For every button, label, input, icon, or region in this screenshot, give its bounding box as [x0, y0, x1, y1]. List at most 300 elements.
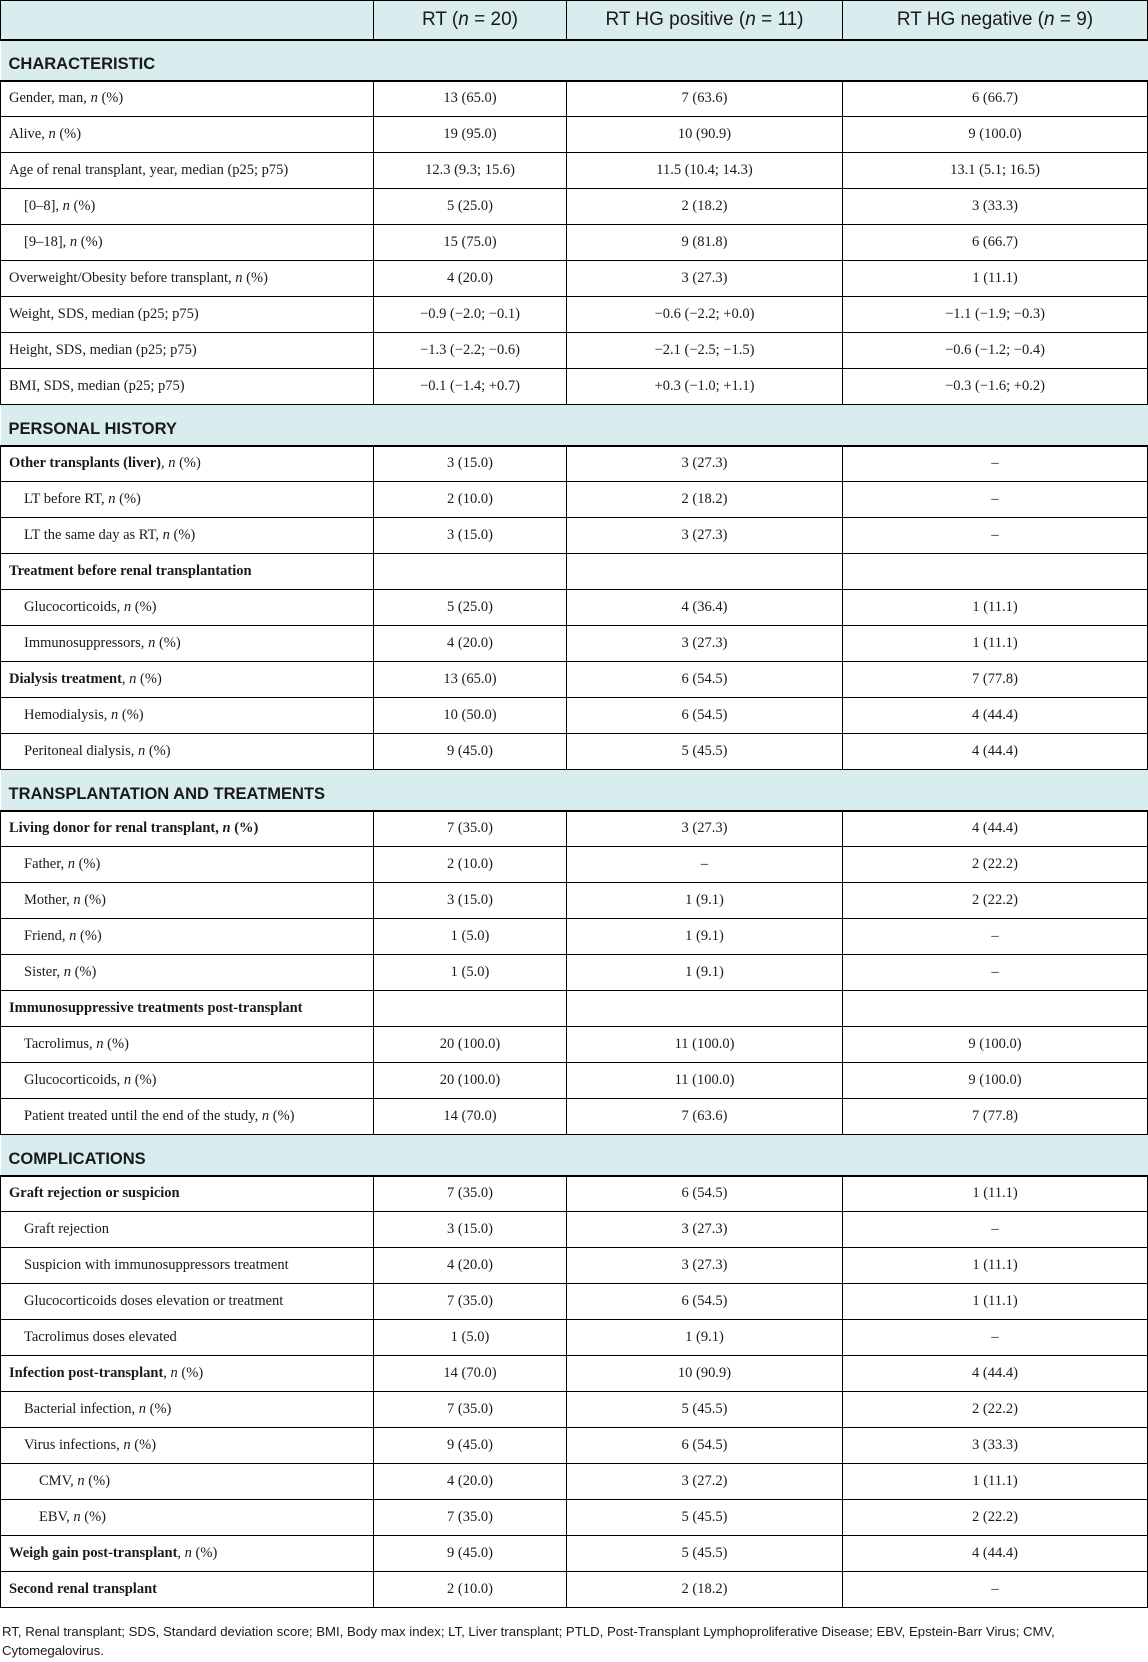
row-label — [1, 919, 374, 955]
value-rt-hg-positive: 11 (100.0) — [567, 1027, 843, 1063]
row-label-n: n — [108, 491, 116, 507]
table-body — [1, 40, 1148, 1608]
value-rt: 15 (75.0) — [374, 225, 567, 261]
row-label — [1, 1428, 374, 1464]
value-rt: 3 (15.0) — [374, 1212, 567, 1248]
row-label-text: Virus infections, — [24, 1437, 124, 1453]
value-rt: 9 (45.0) — [374, 734, 567, 770]
section-header-row — [1, 405, 1148, 446]
row-label-n: n — [111, 707, 119, 723]
value-rt-hg-positive: 6 (54.5) — [567, 662, 843, 698]
table-row — [1, 1428, 1148, 1464]
table-row — [1, 1392, 1148, 1428]
row-label-n: n — [123, 599, 132, 615]
section-title: CHARACTERISTIC — [1, 40, 1148, 81]
row-label-n: n — [73, 892, 81, 908]
value-rt: 9 (45.0) — [374, 1536, 567, 1572]
row-label-text: Treatment before renal transplantation — [9, 563, 252, 579]
table-row — [1, 883, 1148, 919]
row-label-unit: (%) — [155, 635, 181, 651]
table-row — [1, 919, 1148, 955]
row-label-n: n — [148, 635, 156, 651]
value-rt: 4 (20.0) — [374, 626, 567, 662]
value-rt: 5 (25.0) — [374, 590, 567, 626]
value-rt-hg-positive: 3 (27.3) — [567, 811, 843, 847]
table-row — [1, 1063, 1148, 1099]
row-label-text: Mother, — [24, 892, 74, 908]
value-rt: 3 (15.0) — [374, 518, 567, 554]
row-label — [1, 1536, 374, 1572]
row-label-unit: (%) — [97, 90, 124, 107]
row-label-n: n — [123, 1437, 131, 1453]
row-label-n: n — [123, 1072, 132, 1088]
row-label-n: n — [168, 455, 176, 472]
row-label-text: Glucocorticoids, — [24, 599, 124, 615]
row-label — [1, 81, 374, 117]
value-rt-hg-negative: 9 (100.0) — [843, 1063, 1148, 1099]
row-label — [1, 662, 374, 698]
table-row — [1, 1176, 1148, 1212]
table-row — [1, 991, 1148, 1027]
value-rt-hg-negative: −0.6 (−1.2; −0.4) — [843, 333, 1148, 369]
row-label-unit: (%) — [136, 671, 162, 687]
row-label-unit: (%) — [130, 1437, 157, 1453]
row-label — [1, 261, 374, 297]
value-rt: 7 (35.0) — [374, 1176, 567, 1212]
row-label-unit: (%) — [55, 126, 82, 142]
section-title: TRANSPLANTATION AND TREATMENTS — [1, 770, 1148, 811]
value-rt-hg-negative: 1 (11.1) — [843, 1248, 1148, 1284]
table-row — [1, 1500, 1148, 1536]
value-rt: 20 (100.0) — [374, 1027, 567, 1063]
table-row — [1, 153, 1148, 189]
row-label — [1, 446, 374, 482]
value-rt: 2 (10.0) — [374, 847, 567, 883]
row-label-text: Graft rejection — [24, 1221, 109, 1237]
row-label-unit: (%) — [230, 820, 259, 837]
row-label-text: Immunosuppressive treatments post-transplant — [9, 1000, 303, 1016]
value-rt-hg-negative: 2 (22.2) — [843, 883, 1148, 919]
table-row — [1, 1284, 1148, 1320]
row-label-text: Friend, — [24, 928, 70, 944]
value-rt-hg-negative: – — [843, 955, 1148, 991]
row-label-n: n — [138, 1401, 146, 1417]
value-rt: 3 (15.0) — [374, 446, 567, 482]
row-label-n: n — [48, 126, 56, 142]
value-rt-hg-negative: 4 (44.4) — [843, 698, 1148, 734]
row-label — [1, 590, 374, 626]
value-rt-hg-negative: 6 (66.7) — [843, 225, 1148, 261]
row-label-text: Alive, — [9, 126, 49, 142]
table-row — [1, 189, 1148, 225]
row-label-text: CMV, — [39, 1473, 78, 1489]
value-rt: 7 (35.0) — [374, 811, 567, 847]
value-rt — [374, 554, 567, 590]
value-rt-hg-positive: 5 (45.5) — [567, 1500, 843, 1536]
row-label — [1, 482, 374, 518]
row-label-unit: (%) — [175, 455, 201, 472]
table-row — [1, 1536, 1148, 1572]
row-label — [1, 117, 374, 153]
value-rt: 14 (70.0) — [374, 1099, 567, 1135]
value-rt-hg-positive: 6 (54.5) — [567, 1284, 843, 1320]
value-rt: 9 (45.0) — [374, 1428, 567, 1464]
table-row — [1, 1248, 1148, 1284]
value-rt-hg-positive: 11 (100.0) — [567, 1063, 843, 1099]
row-label-n: n — [129, 671, 137, 687]
value-rt-hg-positive: 2 (18.2) — [567, 482, 843, 518]
row-label-n: n — [137, 743, 146, 759]
row-label-unit: (%) — [76, 928, 102, 944]
value-rt-hg-negative: – — [843, 919, 1148, 955]
row-label — [1, 847, 374, 883]
table-row — [1, 482, 1148, 518]
value-rt-hg-negative: 9 (100.0) — [843, 117, 1148, 153]
value-rt-hg-positive: 1 (9.1) — [567, 1320, 843, 1356]
value-rt-hg-positive: 10 (90.9) — [567, 117, 843, 153]
row-label-n: n — [63, 964, 71, 980]
row-label-text: Height, SDS, median (p25; p75) — [9, 342, 197, 358]
row-label-unit: (%) — [242, 270, 268, 286]
row-label — [1, 1212, 374, 1248]
row-label — [1, 369, 374, 405]
table-row — [1, 1572, 1148, 1608]
value-rt-hg-positive: 7 (63.6) — [567, 1099, 843, 1135]
row-label-unit: (%) — [146, 1401, 172, 1417]
row-label-text: Second renal transplant — [9, 1581, 157, 1597]
row-label — [1, 333, 374, 369]
table-row — [1, 297, 1148, 333]
row-label — [1, 1176, 374, 1212]
row-label-unit: (%) — [118, 707, 144, 723]
value-rt: 14 (70.0) — [374, 1356, 567, 1392]
row-label-text: Gender, man, — [9, 90, 91, 107]
table-row — [1, 554, 1148, 590]
row-label-unit: (%) — [84, 1473, 111, 1489]
value-rt-hg-positive: 5 (45.5) — [567, 734, 843, 770]
value-rt-hg-negative: −0.3 (−1.6; +0.2) — [843, 369, 1148, 405]
value-rt-hg-negative: 7 (77.8) — [843, 662, 1148, 698]
row-label-n: n — [77, 1473, 85, 1489]
value-rt: 1 (5.0) — [374, 919, 567, 955]
value-rt-hg-negative: 4 (44.4) — [843, 1356, 1148, 1392]
value-rt-hg-positive: 6 (54.5) — [567, 1428, 843, 1464]
table-row — [1, 1464, 1148, 1500]
value-rt-hg-positive: 1 (9.1) — [567, 919, 843, 955]
row-label-text: Father, — [24, 856, 68, 872]
value-rt: 20 (100.0) — [374, 1063, 567, 1099]
row-label-text: Hemodialysis, — [24, 707, 111, 723]
row-label-text: LT before RT, — [24, 491, 109, 507]
row-label-unit: (%) — [131, 1072, 157, 1088]
value-rt-hg-negative: 1 (11.1) — [843, 590, 1148, 626]
value-rt-hg-positive: 3 (27.3) — [567, 1212, 843, 1248]
value-rt-hg-negative: – — [843, 1572, 1148, 1608]
row-label-unit: (%) — [80, 1509, 107, 1525]
row-label-n: n — [73, 1509, 81, 1525]
row-label-n: n — [90, 90, 98, 107]
table-row — [1, 446, 1148, 482]
row-label-unit: (%) — [77, 234, 103, 250]
value-rt-hg-negative: 1 (11.1) — [843, 626, 1148, 662]
row-label — [1, 1500, 374, 1536]
row-label-unit: (%) — [115, 491, 141, 507]
value-rt-hg-negative: – — [843, 518, 1148, 554]
value-rt-hg-positive — [567, 991, 843, 1027]
row-label-text: Overweight/Obesity before transplant, — [9, 270, 236, 286]
row-label — [1, 189, 374, 225]
value-rt-hg-negative: 2 (22.2) — [843, 1392, 1148, 1428]
value-rt-hg-negative: 1 (11.1) — [843, 1284, 1148, 1320]
row-label-n: n — [222, 820, 231, 837]
row-label-n: n — [184, 1545, 192, 1561]
value-rt: 19 (95.0) — [374, 117, 567, 153]
value-rt-hg-positive: 7 (63.6) — [567, 81, 843, 117]
row-label-unit: (%) — [177, 1365, 204, 1381]
table-row — [1, 369, 1148, 405]
value-rt: 7 (35.0) — [374, 1500, 567, 1536]
table-row — [1, 955, 1148, 991]
table-header-row — [1, 1, 1148, 40]
value-rt-hg-negative: 7 (77.8) — [843, 1099, 1148, 1135]
value-rt-hg-positive: 1 (9.1) — [567, 883, 843, 919]
value-rt: 7 (35.0) — [374, 1284, 567, 1320]
value-rt-hg-positive: 3 (27.3) — [567, 626, 843, 662]
value-rt-hg-negative: 1 (11.1) — [843, 1464, 1148, 1500]
value-rt-hg-positive: 5 (45.5) — [567, 1392, 843, 1428]
row-label-unit: (%) — [70, 964, 97, 980]
value-rt: −0.9 (−2.0; −0.1) — [374, 297, 567, 333]
row-label — [1, 1248, 374, 1284]
row-label-n: n — [162, 527, 170, 543]
value-rt-hg-positive: – — [567, 847, 843, 883]
value-rt: 4 (20.0) — [374, 261, 567, 297]
table-row — [1, 333, 1148, 369]
value-rt-hg-negative: 6 (66.7) — [843, 81, 1148, 117]
row-label-text: Tacrolimus doses elevated — [24, 1329, 177, 1345]
value-rt-hg-negative: 3 (33.3) — [843, 189, 1148, 225]
value-rt-hg-positive: 2 (18.2) — [567, 1572, 843, 1608]
value-rt-hg-positive: 3 (27.3) — [567, 1248, 843, 1284]
value-rt-hg-negative — [843, 554, 1148, 590]
row-label-text: Other transplants (liver) — [9, 455, 161, 472]
row-label — [1, 1063, 374, 1099]
value-rt-hg-negative: 13.1 (5.1; 16.5) — [843, 153, 1148, 189]
value-rt-hg-negative: 3 (33.3) — [843, 1428, 1148, 1464]
row-label-separator: , — [121, 671, 130, 687]
header-label-column — [1, 1, 374, 40]
value-rt-hg-positive: +0.3 (−1.0; +1.1) — [567, 369, 843, 405]
value-rt — [374, 991, 567, 1027]
row-label — [1, 518, 374, 554]
row-label-unit: (%) — [145, 743, 171, 759]
row-label-unit: (%) — [80, 892, 106, 908]
row-label-text: Glucocorticoids, — [24, 1072, 124, 1088]
table-row — [1, 117, 1148, 153]
row-label — [1, 225, 374, 261]
value-rt: 2 (10.0) — [374, 482, 567, 518]
row-label-n: n — [96, 1036, 104, 1052]
row-label-text: [0–8], — [24, 198, 63, 214]
row-label — [1, 1572, 374, 1608]
value-rt: 10 (50.0) — [374, 698, 567, 734]
row-label — [1, 734, 374, 770]
row-label-text: Graft rejection or suspicion — [9, 1185, 180, 1202]
row-label-unit: (%) — [69, 198, 96, 214]
table-row — [1, 261, 1148, 297]
row-label — [1, 1284, 374, 1320]
row-label-text: Immunosuppressors, — [24, 635, 149, 651]
value-rt-hg-negative: 1 (11.1) — [843, 261, 1148, 297]
table-footnote: RT, Renal transplant; SDS, Standard deviation score; BMI, Body max index; LT, Liver transplant; PTLD, Post-Transplant Lymphoproliferative Disease; EBV, Epstein-Barr Virus; CMV, Cytomegalovirus. — [2, 1624, 1055, 1658]
value-rt-hg-negative: – — [843, 1320, 1148, 1356]
row-label — [1, 1320, 374, 1356]
row-label-n: n — [170, 1365, 178, 1381]
row-label-text: Living donor for renal transplant, — [9, 820, 223, 837]
table-row — [1, 81, 1148, 117]
section-header-row — [1, 40, 1148, 81]
row-label-separator: , — [160, 455, 169, 472]
value-rt-hg-negative: 9 (100.0) — [843, 1027, 1148, 1063]
value-rt-hg-positive: 9 (81.8) — [567, 225, 843, 261]
row-label — [1, 626, 374, 662]
value-rt-hg-positive: 3 (27.2) — [567, 1464, 843, 1500]
row-label-n: n — [235, 270, 243, 286]
value-rt: −0.1 (−1.4; +0.7) — [374, 369, 567, 405]
row-label-unit: (%) — [191, 1545, 218, 1561]
row-label — [1, 1027, 374, 1063]
value-rt-hg-negative: – — [843, 1212, 1148, 1248]
row-label-n: n — [261, 1108, 270, 1124]
header-rt-column: RT (n = 20) — [374, 1, 567, 40]
value-rt-hg-negative: 4 (44.4) — [843, 811, 1148, 847]
row-label-n: n — [69, 928, 77, 944]
row-label-unit: (%) — [269, 1108, 295, 1124]
table-row — [1, 1099, 1148, 1135]
row-label — [1, 554, 374, 590]
value-rt: 13 (65.0) — [374, 662, 567, 698]
table-row — [1, 847, 1148, 883]
value-rt-hg-positive: −0.6 (−2.2; +0.0) — [567, 297, 843, 333]
row-label-text: [9–18], — [24, 234, 70, 250]
row-label — [1, 1356, 374, 1392]
value-rt-hg-negative: 2 (22.2) — [843, 847, 1148, 883]
table-row — [1, 811, 1148, 847]
table-row — [1, 1320, 1148, 1356]
row-label-text: Bacterial infection, — [24, 1401, 139, 1417]
section-title: COMPLICATIONS — [1, 1135, 1148, 1176]
value-rt-hg-positive: 11.5 (10.4; 14.3) — [567, 153, 843, 189]
row-label — [1, 698, 374, 734]
row-label-text: Dialysis treatment — [9, 671, 122, 687]
row-label — [1, 297, 374, 333]
row-label-separator: , — [177, 1545, 185, 1561]
row-label-n: n — [69, 234, 78, 250]
value-rt-hg-positive: 5 (45.5) — [567, 1536, 843, 1572]
value-rt: 4 (20.0) — [374, 1248, 567, 1284]
value-rt: 3 (15.0) — [374, 883, 567, 919]
value-rt: 4 (20.0) — [374, 1464, 567, 1500]
table-row — [1, 225, 1148, 261]
value-rt-hg-positive — [567, 554, 843, 590]
table-row — [1, 626, 1148, 662]
value-rt-hg-positive: 3 (27.3) — [567, 261, 843, 297]
row-label-unit: (%) — [169, 527, 196, 543]
table-row — [1, 662, 1148, 698]
value-rt-hg-negative: −1.1 (−1.9; −0.3) — [843, 297, 1148, 333]
table-row — [1, 1212, 1148, 1248]
row-label-text: Age of renal transplant, year, median (p25; p75) — [9, 162, 289, 178]
row-label-text: BMI, SDS, median (p25; p75) — [9, 378, 185, 394]
value-rt-hg-negative: – — [843, 446, 1148, 482]
value-rt: 1 (5.0) — [374, 955, 567, 991]
row-label-text: Sister, — [24, 964, 64, 980]
section-header-row — [1, 770, 1148, 811]
row-label — [1, 1392, 374, 1428]
value-rt-hg-positive: 3 (27.3) — [567, 446, 843, 482]
row-label-n: n — [62, 198, 70, 214]
section-header-row — [1, 1135, 1148, 1176]
row-label — [1, 1099, 374, 1135]
row-label-text: EBV, — [39, 1509, 74, 1525]
value-rt-hg-negative: 2 (22.2) — [843, 1500, 1148, 1536]
value-rt-hg-positive: 6 (54.5) — [567, 1176, 843, 1212]
value-rt: 1 (5.0) — [374, 1320, 567, 1356]
value-rt-hg-negative: – — [843, 482, 1148, 518]
row-label-text: Weight, SDS, median (p25; p75) — [9, 306, 199, 322]
value-rt-hg-positive: 4 (36.4) — [567, 590, 843, 626]
table-row — [1, 1027, 1148, 1063]
row-label-unit: (%) — [131, 599, 157, 615]
value-rt-hg-positive: 10 (90.9) — [567, 1356, 843, 1392]
row-label-text: Peritoneal dialysis, — [24, 743, 138, 759]
section-title: PERSONAL HISTORY — [1, 405, 1148, 446]
row-label-text: Weigh gain post-transplant — [9, 1545, 178, 1561]
row-label-unit: (%) — [74, 856, 101, 872]
table-row — [1, 1356, 1148, 1392]
row-label — [1, 153, 374, 189]
value-rt-hg-negative: 4 (44.4) — [843, 1536, 1148, 1572]
value-rt: 12.3 (9.3; 15.6) — [374, 153, 567, 189]
value-rt-hg-positive: −2.1 (−2.5; −1.5) — [567, 333, 843, 369]
row-label-n: n — [67, 856, 75, 872]
value-rt: 7 (35.0) — [374, 1392, 567, 1428]
value-rt-hg-negative — [843, 991, 1148, 1027]
value-rt: 5 (25.0) — [374, 189, 567, 225]
value-rt-hg-positive: 6 (54.5) — [567, 698, 843, 734]
value-rt: 2 (10.0) — [374, 1572, 567, 1608]
value-rt-hg-positive: 3 (27.3) — [567, 518, 843, 554]
header-rt-hg-positive-column: RT HG positive (n = 11) — [567, 1, 843, 40]
row-label-text: LT the same day as RT, — [24, 527, 163, 543]
value-rt-hg-positive: 2 (18.2) — [567, 189, 843, 225]
value-rt-hg-negative: 4 (44.4) — [843, 734, 1148, 770]
row-label-text: Glucocorticoids doses elevation or treatment — [24, 1293, 284, 1309]
table-row — [1, 734, 1148, 770]
row-label — [1, 955, 374, 991]
value-rt: −1.3 (−2.2; −0.6) — [374, 333, 567, 369]
row-label-text: Infection post-transplant — [9, 1365, 164, 1381]
table-row — [1, 698, 1148, 734]
row-label-text: Patient treated until the end of the study, — [24, 1108, 262, 1124]
header-rt-hg-negative-column: RT HG negative (n = 9) — [843, 1, 1148, 40]
row-label-unit: (%) — [103, 1036, 129, 1052]
table-row — [1, 590, 1148, 626]
row-label-separator: , — [163, 1365, 171, 1381]
row-label — [1, 811, 374, 847]
row-label-text: Tacrolimus, — [24, 1036, 97, 1052]
value-rt: 13 (65.0) — [374, 81, 567, 117]
